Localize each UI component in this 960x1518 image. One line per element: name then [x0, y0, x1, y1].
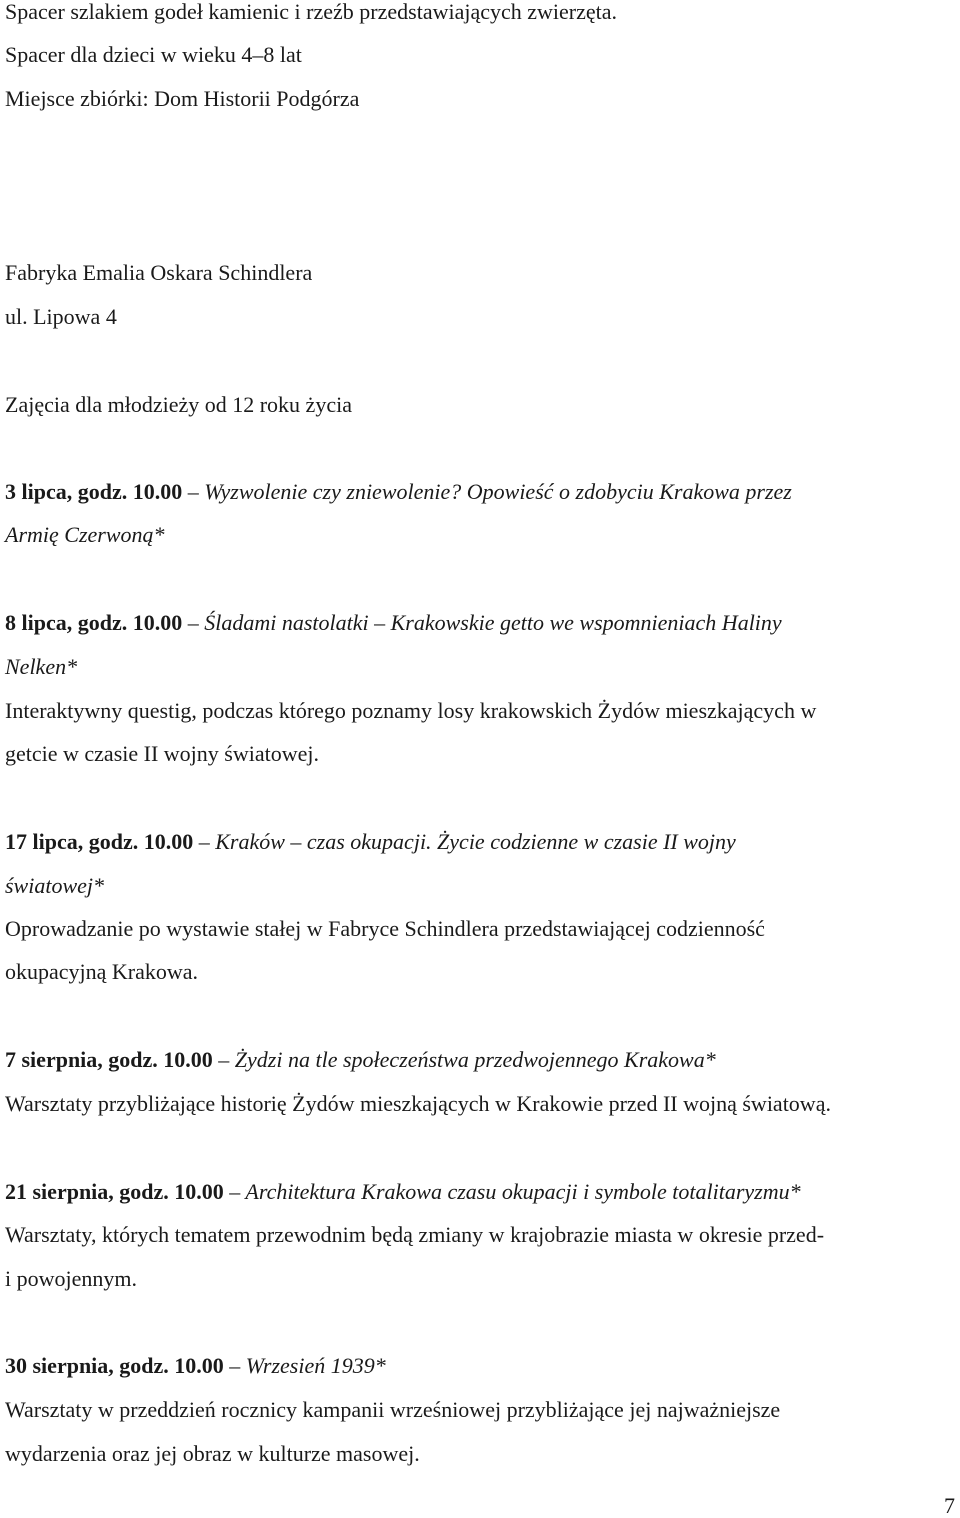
event-date: 17 lipca, godz. 10.00	[5, 829, 194, 854]
event-2-heading	[5, 612, 782, 634]
event-date: 7 sierpnia, godz. 10.00	[5, 1047, 213, 1072]
event-date: 30 sierpnia, godz. 10.00	[5, 1353, 224, 1378]
event-4-heading	[5, 1049, 716, 1071]
event-title: – Kraków – czas okupacji. Życie codzienne w czasie II wojny	[193, 829, 736, 854]
intro-line-2: Spacer dla dzieci w wieku 4–8 lat	[5, 42, 302, 67]
venue-address: ul. Lipowa 4	[5, 304, 117, 329]
event-4-desc-1: Warsztaty przybliżające historię Żydów mieszkających w Krakowie przed II wojną światową.	[5, 1091, 831, 1116]
venue-name: Fabryka Emalia Oskara Schindlera	[5, 260, 313, 285]
event-5-desc-2: i powojennym.	[5, 1266, 137, 1291]
event-5-desc-1: Warsztaty, których tematem przewodnim będą zmiany w krajobrazie miasta w okresie przed-	[5, 1222, 825, 1247]
event-5-heading	[5, 1181, 801, 1203]
event-2-desc-1: Interaktywny questig, podczas którego poznamy losy krakowskich Żydów mieszkających w	[5, 698, 817, 723]
event-1-title-cont: Armię Czerwoną*	[5, 522, 165, 547]
event-title: – Wrzesień 1939*	[223, 1353, 386, 1378]
page-number: 7	[944, 1493, 955, 1518]
event-title: – Wyzwolenie czy zniewolenie? Opowieść o zdobyciu Krakowa przez	[182, 479, 792, 504]
event-3-desc-2: okupacyjną Krakowa.	[5, 959, 199, 984]
intro-line-1: Spacer szlakiem godeł kamienic i rzeźb przedstawiających zwierzęta.	[5, 0, 618, 24]
event-date: 8 lipca, godz. 10.00	[5, 610, 183, 635]
event-3-desc-1: Oprowadzanie po wystawie stałej w Fabryce Schindlera przedstawiającej codzienność	[5, 916, 765, 941]
event-3-title-cont: światowej*	[5, 873, 105, 898]
intro-line-3: Miejsce zbiórki: Dom Historii Podgórza	[5, 86, 360, 111]
event-title: – Żydzi na tle społeczeństwa przedwojennego Krakowa*	[212, 1047, 716, 1072]
event-6-heading	[5, 1355, 386, 1377]
event-date: 21 sierpnia, godz. 10.00	[5, 1179, 224, 1204]
event-6-desc-1: Warsztaty w przeddzień rocznicy kampanii wrześniowej przybliżające jej najważniejsze	[5, 1397, 781, 1422]
event-3-heading	[5, 831, 736, 853]
venue-audience: Zajęcia dla młodzieży od 12 roku życia	[5, 392, 352, 417]
event-title: – Śladami nastolatki – Krakowskie getto we wspomnieniach Haliny	[182, 610, 782, 635]
event-date: 3 lipca, godz. 10.00	[5, 479, 183, 504]
event-2-title-cont: Nelken*	[5, 654, 78, 679]
event-1-heading	[5, 481, 792, 503]
event-2-desc-2: getcie w czasie II wojny światowej.	[5, 741, 319, 766]
event-6-desc-2: wydarzenia oraz jej obraz w kulturze masowej.	[5, 1441, 420, 1466]
event-title: – Architektura Krakowa czasu okupacji i symbole totalitaryzmu*	[223, 1179, 801, 1204]
